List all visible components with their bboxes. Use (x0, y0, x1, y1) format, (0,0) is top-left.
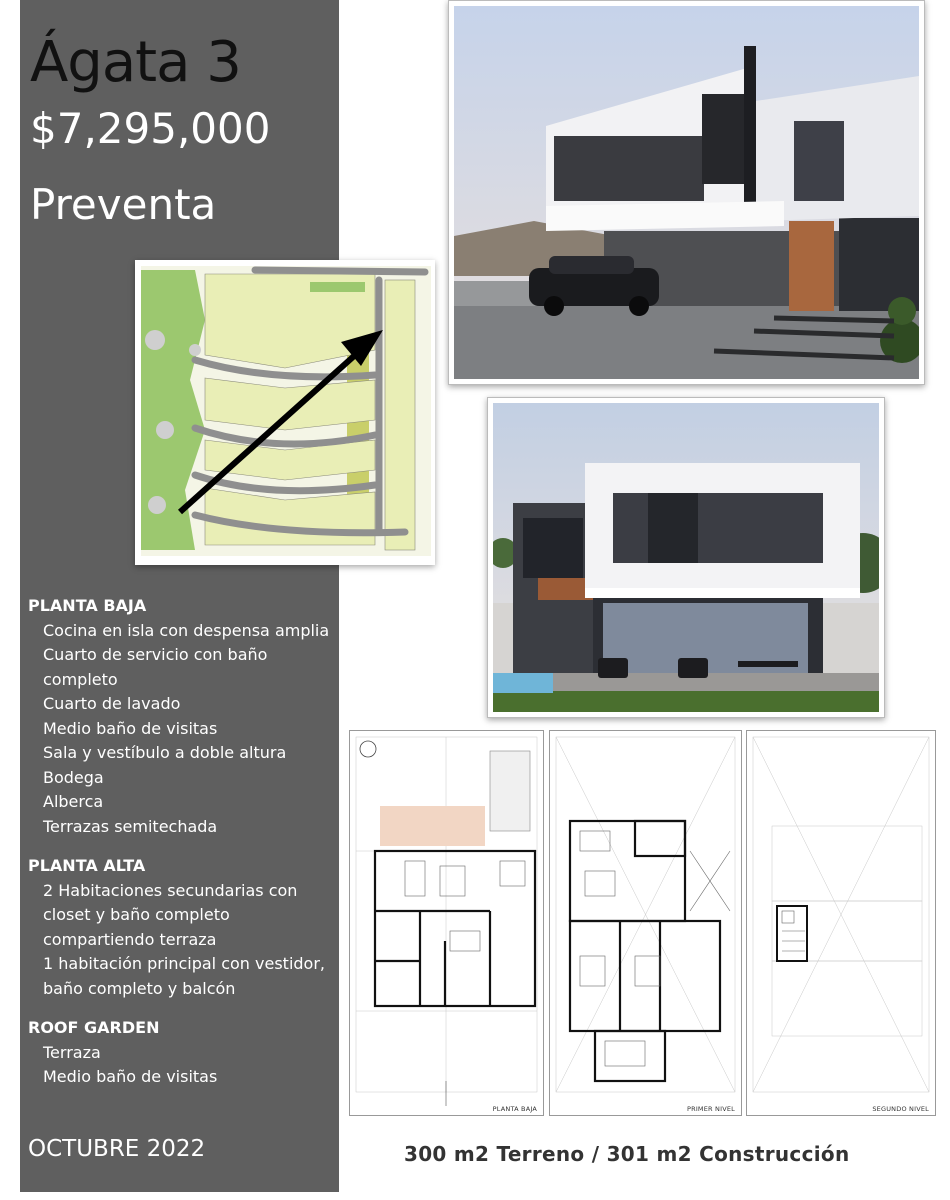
section-roof-garden (28, 1016, 338, 1090)
list-item: Bodega (43, 767, 104, 787)
sale-status: Preventa (30, 180, 217, 229)
area-caption: 300 m2 Terreno / 301 m2 Construcción (404, 1142, 850, 1166)
section-title: ROOF GARDEN (28, 1018, 160, 1037)
house-render-back (487, 397, 885, 718)
section-planta-alta (28, 854, 338, 1001)
list-item: Cuarto de lavado (43, 694, 181, 713)
floor-plan-primer-nivel (549, 730, 742, 1116)
floor-plan-label: PLANTA BAJA (492, 1105, 537, 1113)
info-sidebar (20, 0, 339, 1192)
site-map-image (135, 260, 435, 565)
house-render-front-image (454, 6, 919, 379)
house-render-back-image (493, 403, 879, 712)
floor-plan-drawing (550, 731, 741, 1115)
list-item: 2 Habitaciones secundarias con (43, 880, 298, 900)
section-title: PLANTA BAJA (28, 596, 147, 615)
floor-plan-label: PRIMER NIVEL (686, 1105, 735, 1113)
list-item: baño completo y balcón (43, 978, 236, 998)
delivery-date: OCTUBRE 2022 (28, 1136, 206, 1162)
list-item: Cocina en isla con despensa amplia (43, 620, 330, 640)
house-render-front (448, 0, 925, 385)
list-item: Cuarto de servicio con baño (43, 645, 268, 664)
floor-plan-label: SEGUNDO NIVEL (872, 1105, 929, 1113)
list-item: Alberca (43, 792, 104, 811)
section-title: PLANTA ALTA (28, 856, 146, 875)
floor-plan-drawing (747, 731, 935, 1115)
section-planta-baja (28, 594, 338, 839)
features-list (28, 594, 338, 1105)
list-item: Sala y vestíbulo a doble altura (43, 743, 287, 762)
site-map (135, 260, 435, 565)
list-item: Medio baño de visitas (43, 1067, 218, 1086)
property-price: $7,295,000 (30, 104, 271, 153)
list-item: 1 habitación principal con vestidor, (43, 954, 325, 973)
floor-plan-drawing (350, 731, 543, 1115)
list-item: closet y baño completo (43, 905, 230, 924)
list-item: completo (43, 669, 118, 689)
list-item: Terraza (43, 1042, 101, 1062)
list-item: compartiendo terraza (43, 929, 217, 949)
floor-plan-segundo-nivel (746, 730, 936, 1116)
floor-plan-planta-baja (349, 730, 544, 1116)
list-item: Medio baño de visitas (43, 718, 218, 738)
list-item: Terrazas semitechada (43, 816, 218, 836)
property-title: Ágata 3 (30, 30, 241, 95)
